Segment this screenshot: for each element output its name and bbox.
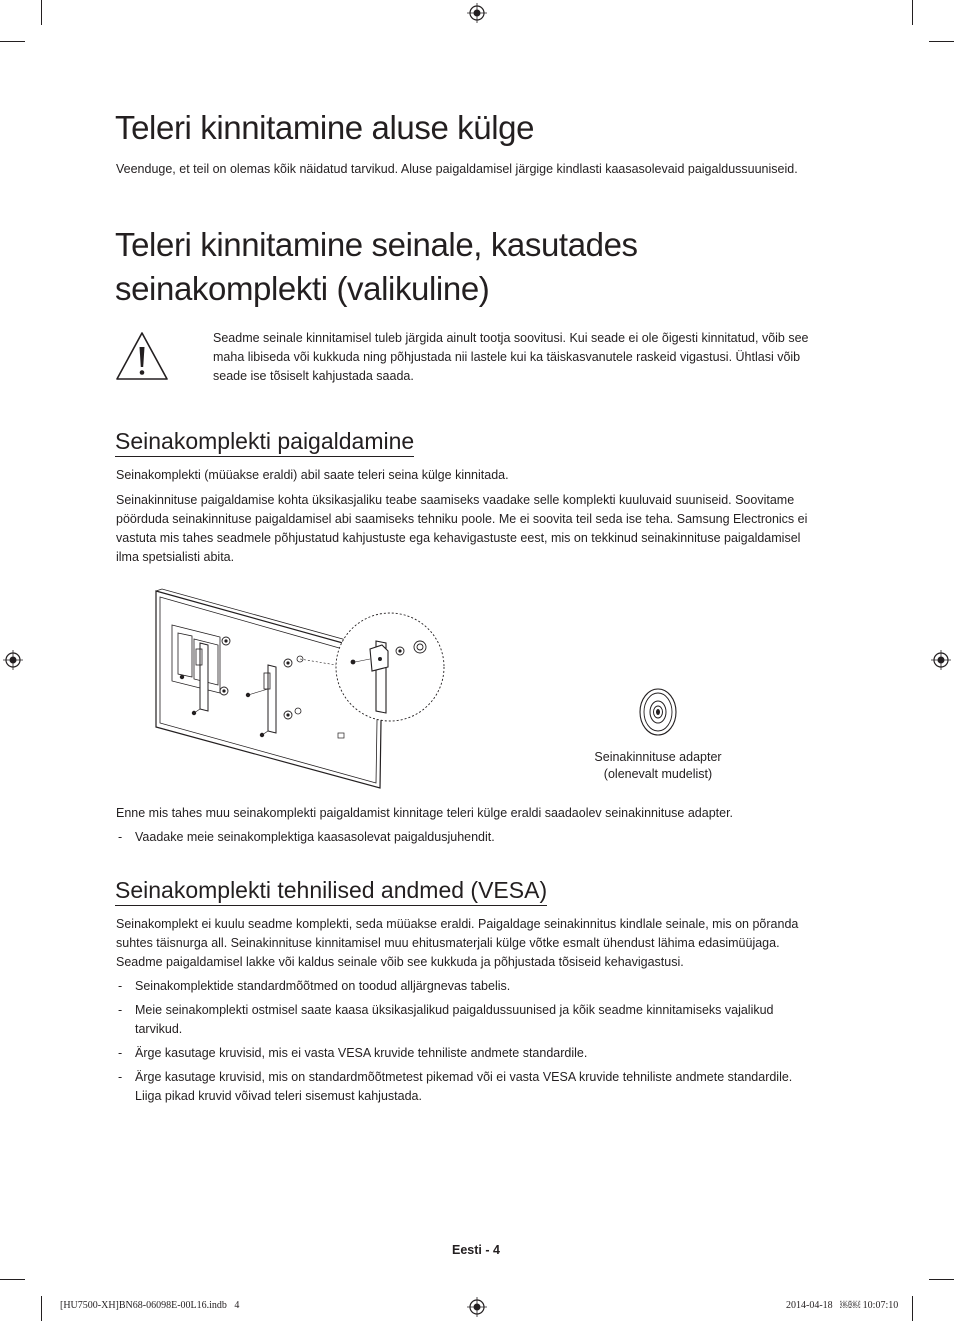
registration-mark-icon: [931, 650, 951, 670]
install-para2: [116, 491, 836, 567]
vesa-para: [116, 915, 836, 972]
install-para2-line: ilma spetsialisti abita.: [116, 550, 235, 564]
install-para2-line: pöörduda seinakinnituse paigaldamisel abi saamiseks tehniku poole. Me ei soovita teil seda ise teha. Samsung Electronics ei: [116, 512, 808, 526]
bullet-text: Liiga pikad kruvid võivad teleri sisemust kahjustada.: [135, 1089, 422, 1103]
registration-mark-icon: [3, 650, 23, 670]
bullet-text: Seinakomplektide standardmõõtmed on toodud alljärgnevas tabelis.: [135, 979, 511, 993]
vesa-para-line: suhtes täisnurga all. Seinakinnituse kinnitamisel muu ehitusmaterjali külge võtke esmalt ühendust lähima edasimüüjaga.: [116, 936, 780, 950]
vesa-para-line: Seinakomplekt ei kuulu seadme komplekti, seda müüakse eraldi. Paigaldage seinakinnitus kindlale seinale, mis on põranda: [116, 917, 799, 931]
registration-mark-icon: [467, 3, 487, 23]
install-para3: Enne mis tahes muu seinakomplekti paigaldamist kinnitage teleri külge eraldi saadaolev seinakinnituse adapter.: [116, 806, 734, 820]
page-number: Eesti - 4: [452, 1243, 500, 1257]
bullet-dash: -: [118, 830, 123, 844]
warning-triangle-icon: [114, 330, 170, 382]
adapter-caption-line: (olenevalt mudelist): [603, 767, 713, 781]
adapter-caption: [558, 749, 758, 783]
list-item: [116, 828, 831, 847]
section-title-line2: seinakomplekti (valikuline): [115, 270, 490, 307]
vesa-heading: Seinakomplekti tehnilised andmed (VESA): [115, 875, 547, 906]
list-item: [116, 1044, 831, 1063]
bullet-text: Vaadake meie seinakomplektiga kaasasolevat paigaldusjuhendit.: [135, 830, 495, 844]
crop-mark: [929, 41, 954, 42]
warning-line: maha libiseda või kukkuda ning põhjustada nii lastele kui ka täiskasvanutele raskeid vigastusi. Ühtlasi võib: [213, 350, 801, 364]
vesa-para-line: Seadme paigaldamisel lakke või kaldus seinale võib see kukkuda ja põhjustada tõsiseid kehavigastusi.: [116, 955, 684, 969]
crop-mark: [41, 1296, 42, 1321]
file-name: [HU7500-XH]BN68-06098E-00L16.indb 4: [60, 1300, 240, 1311]
warning-line: seade ise tõsiselt kahjustada saada.: [213, 369, 414, 383]
adapter-caption-line: Seinakinnituse adapter: [594, 750, 722, 764]
install-para2-line: vastuta mis tahes seadmele põhjustatud kahjustuste ega kehavigastuste eest, mis on tekkinud seinakinnituse paigaldamisel: [116, 531, 801, 545]
bullet-dash: -: [118, 1003, 123, 1017]
bullet-dash: -: [118, 979, 123, 993]
crop-mark: [41, 0, 42, 25]
install-para1: Seinakomplekti (müüakse eraldi) abil saate teleri seina külge kinnitada.: [116, 468, 509, 482]
crop-mark: [0, 41, 25, 42]
crop-mark: [912, 0, 913, 25]
install-heading: Seinakomplekti paigaldamine: [115, 426, 414, 457]
warning-text: [213, 329, 833, 386]
list-item: [116, 1001, 831, 1039]
print-timestamp: 2014-04-18 ￼￼ 10:07:10: [786, 1300, 899, 1311]
page-title: Teleri kinnitamine aluse külge: [115, 109, 535, 146]
crop-mark: [929, 1279, 954, 1280]
crop-mark: [0, 1279, 25, 1280]
crop-mark: [912, 1296, 913, 1321]
bullet-text: Meie seinakomplekti ostmisel saate kaasa üksikasjalikud paigaldussuunised ja kõik seadme kinnitamiseks vajalikud: [135, 1003, 774, 1017]
list-item: [116, 1068, 831, 1106]
wall-mount-illustration: [150, 585, 445, 795]
warning-line: Seadme seinale kinnitamisel tuleb järgida ainult tootja soovitusi. Kui seade ei ole õigesti kinnitatud, võib see: [213, 331, 809, 345]
bullet-text: Ärge kasutage kruvisid, mis ei vasta VESA kruvide tehniliste andmete standardile.: [135, 1046, 588, 1060]
bullet-text: Ärge kasutage kruvisid, mis on standardmõõtmetest pikemad või ei vasta VESA kruvide tehniliste andmete standardile.: [135, 1070, 793, 1084]
registration-mark-icon: [467, 1297, 487, 1317]
intro-text: Veenduge, et teil on olemas kõik näidatud tarvikud. Aluse paigaldamisel järgige kindlasti kaasasolevaid paigaldussuuniseid.: [116, 162, 798, 176]
list-item: [116, 977, 831, 996]
bullet-dash: -: [118, 1046, 123, 1060]
bullet-dash: -: [118, 1070, 123, 1084]
bullet-text: tarvikud.: [135, 1022, 183, 1036]
wall-mount-adapter-icon: [637, 686, 679, 738]
section-title-line1: Teleri kinnitamine seinale, kasutades: [115, 226, 638, 263]
install-para2-line: Seinakinnituse paigaldamise kohta üksikasjaliku teabe saamiseks vaadake selle komplekti kuuluvaid suuniseid. Soovitame: [116, 493, 795, 507]
